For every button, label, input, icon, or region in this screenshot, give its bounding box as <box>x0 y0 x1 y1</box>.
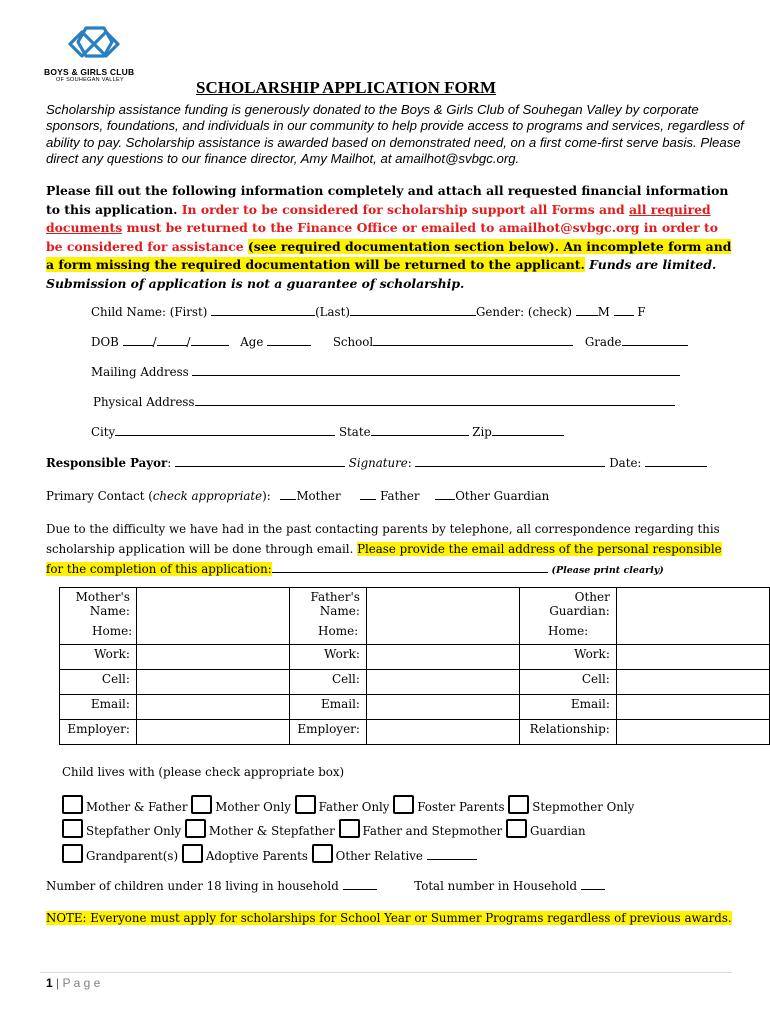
mother-work-field[interactable] <box>136 645 289 670</box>
gender-m-label: M <box>597 305 610 319</box>
instructions-part6: Funds are limited. Submission of application is not a guarantee of scholarship. <box>46 257 717 291</box>
checkbox[interactable] <box>182 844 203 863</box>
mother-home-label: Home: <box>92 624 133 638</box>
mailing-field[interactable] <box>192 364 680 376</box>
instructions-part1: Please fill out the following information completely and attach all requested financial information to this application. <box>46 183 729 217</box>
mother-email-field[interactable] <box>136 695 289 720</box>
father-cell-field[interactable] <box>366 670 519 695</box>
instructions-part5: (see required documentation section below). An incomplete form and a form missing the required documentation will be returned to the applicant. <box>46 238 732 272</box>
father-employer-field[interactable] <box>366 720 519 745</box>
guardian-relationship-label: Relationship: <box>520 720 617 745</box>
child-first-field[interactable] <box>211 304 315 316</box>
father-name-label: Father's Name: <box>290 588 367 645</box>
gender-f-label: F <box>637 305 646 319</box>
guardian-cell-field[interactable] <box>616 670 769 695</box>
father-home-label: Home: <box>318 624 359 638</box>
dob-sep-2: / <box>186 335 191 349</box>
father-employer-label: Employer: <box>290 720 367 745</box>
age-label: Age <box>240 335 264 349</box>
physical-field[interactable] <box>195 394 675 406</box>
option-label: Mother Only <box>215 800 291 814</box>
father-work-label: Work: <box>290 645 367 670</box>
instructions-part4: must be returned to the Finance Office or emailed to amailhot@svbgc.org in order to be considered for assistance <box>46 220 718 254</box>
total-household-field[interactable] <box>581 878 605 890</box>
checkbox[interactable] <box>393 795 414 814</box>
print-clearly-note: (Please print clearly) <box>551 565 664 576</box>
grade-field[interactable] <box>622 334 688 346</box>
responsible-email-field[interactable] <box>272 561 548 573</box>
school-field[interactable] <box>373 334 573 346</box>
checkbox[interactable] <box>508 795 529 814</box>
father-work-field[interactable] <box>366 645 519 670</box>
instructions-part2: In order to be considered for scholarship support all Forms and <box>181 201 625 217</box>
guardian-email-label: Email: <box>520 695 617 720</box>
guardian-work-field[interactable] <box>616 645 769 670</box>
email-note-text2: Please provide the email address of the personal responsible for the completion of this application: <box>46 542 722 576</box>
gender-m-field[interactable] <box>576 304 598 316</box>
option-label: Father and Stepmother <box>362 824 503 838</box>
page-number: 1 <box>46 976 53 990</box>
page-word: P a g e <box>62 976 101 990</box>
mother-email-label: Email: <box>60 695 137 720</box>
dob-row <box>91 334 688 349</box>
email-note <box>46 519 736 581</box>
checkbox[interactable] <box>339 819 360 838</box>
option-label: Other Relative <box>335 849 423 863</box>
child-first-label: Child Name: (First) <box>91 305 208 319</box>
primary-contact-label: Primary Contact ( <box>46 489 153 503</box>
checkbox[interactable] <box>312 844 333 863</box>
contacts-table <box>59 587 770 745</box>
check-appropriate-label: check appropriate <box>152 489 263 503</box>
gender-f-field[interactable] <box>614 304 634 316</box>
option-label: Grandparent(s) <box>86 849 179 863</box>
guardian-name-field[interactable] <box>616 588 769 645</box>
date-label: Date: <box>609 456 642 470</box>
checkbox[interactable] <box>506 819 527 838</box>
boys-girls-club-logo-icon <box>64 24 124 68</box>
school-label: School <box>332 335 374 349</box>
option-label: Stepmother Only <box>532 800 635 814</box>
lives-with-row-1 <box>62 795 634 814</box>
city-field[interactable] <box>115 424 335 436</box>
state-label: State <box>338 425 371 439</box>
mother-work-label: Work: <box>60 645 137 670</box>
checkbox[interactable] <box>62 795 83 814</box>
state-field[interactable] <box>371 424 469 436</box>
payor-row: Responsible Payor: Signature: Date: <box>46 455 707 470</box>
father-option: Father <box>380 489 420 503</box>
checkbox[interactable] <box>62 844 83 863</box>
children-count-label: Number of children under 18 living in household <box>46 879 339 893</box>
mother-option: Mother <box>296 489 341 503</box>
guardian-email-field[interactable] <box>616 695 769 720</box>
guardian-work-label: Work: <box>520 645 617 670</box>
page-title: SCHOLARSHIP APPLICATION FORM <box>196 78 497 97</box>
guardian-home-label: Home: <box>548 624 589 638</box>
signature-label: Signature <box>348 456 408 470</box>
household-row <box>46 878 605 893</box>
lives-with-row-3 <box>62 844 477 863</box>
checkbox[interactable] <box>62 819 83 838</box>
option-label: Mother & Father <box>86 800 188 814</box>
instructions-part3: all required documents <box>46 201 711 235</box>
signature-field[interactable] <box>415 455 605 467</box>
option-label: Guardian <box>529 824 586 838</box>
option-label: Father Only <box>318 800 390 814</box>
logo-subtitle: OF SOUHEGAN VALLEY <box>56 77 124 83</box>
logo <box>44 24 144 82</box>
other-guardian-check-field[interactable] <box>435 488 455 500</box>
child-last-label: (Last) <box>315 305 350 319</box>
option-label: Foster Parents <box>417 800 505 814</box>
grade-label: Grade <box>584 335 622 349</box>
father-cell-label: Cell: <box>290 670 367 695</box>
other-guardian-option: Other Guardian <box>455 489 550 503</box>
zip-label: Zip <box>472 425 492 439</box>
checkbox[interactable] <box>185 819 206 838</box>
dob-month-field[interactable] <box>123 334 153 346</box>
zip-field[interactable] <box>492 424 564 436</box>
child-last-field[interactable] <box>350 304 476 316</box>
father-check-field[interactable] <box>360 488 376 500</box>
table-row <box>60 645 770 670</box>
child-name-row <box>91 304 646 319</box>
lives-with-label: Child lives with (please check appropriate box) <box>62 765 345 779</box>
mother-check-field[interactable] <box>280 488 296 500</box>
father-email-field[interactable] <box>366 695 519 720</box>
checkbox[interactable] <box>295 795 316 814</box>
physical-row <box>93 394 675 409</box>
date-field[interactable] <box>645 455 707 467</box>
checkbox[interactable] <box>191 795 212 814</box>
mother-employer-field[interactable] <box>136 720 289 745</box>
dob-sep-1: / <box>152 335 157 349</box>
age-field[interactable] <box>267 334 311 346</box>
mother-cell-label: Cell: <box>60 670 137 695</box>
logo-name: BOYS & GIRLS CLUB <box>44 67 135 77</box>
mother-employer-label: Employer: <box>60 720 137 745</box>
lives-with-row-2 <box>62 819 586 838</box>
mother-cell-field[interactable] <box>136 670 289 695</box>
primary-contact-end: ): <box>262 489 271 503</box>
table-row <box>60 670 770 695</box>
option-label: Mother & Stepfather <box>208 824 335 838</box>
physical-label: Physical Address <box>93 395 195 409</box>
other-relative-field[interactable] <box>427 848 477 860</box>
mailing-row <box>91 364 680 379</box>
payor-field[interactable] <box>175 455 345 467</box>
dob-label: DOB <box>91 335 119 349</box>
payor-label: Responsible Payor <box>46 456 168 470</box>
father-name-field[interactable] <box>366 588 519 645</box>
city-label: City <box>91 425 116 439</box>
table-row <box>60 588 770 645</box>
city-row <box>91 424 564 439</box>
footer-separator: | <box>56 976 60 990</box>
note-banner: NOTE: Everyone must apply for scholarships for School Year or Summer Programs regardless of previous awards. <box>46 911 732 925</box>
gender-label: Gender: (check) <box>475 305 572 319</box>
email-note-text1: Due to the difficulty we have had in the past contacting parents by telephone, all correspondence regarding this scholarship application will be done through email. <box>46 522 720 556</box>
instructions-paragraph <box>46 182 736 293</box>
primary-contact-row <box>46 488 549 503</box>
children-count-field[interactable] <box>343 878 377 890</box>
guardian-cell-label: Cell: <box>520 670 617 695</box>
father-email-label: Email: <box>290 695 367 720</box>
footer-divider <box>40 972 732 973</box>
guardian-name-label: Other Guardian: <box>520 588 617 645</box>
mailing-label: Mailing Address <box>91 365 189 379</box>
option-label: Stepfather Only <box>86 824 182 838</box>
table-row <box>60 720 770 745</box>
table-row <box>60 695 770 720</box>
option-label: Adoptive Parents <box>205 849 308 863</box>
mother-name-label: Mother's Name: <box>60 588 137 645</box>
mother-name-field[interactable] <box>136 588 289 645</box>
total-household-label: Total number in Household <box>414 879 578 893</box>
dob-day-field[interactable] <box>157 334 187 346</box>
page-footer <box>46 976 100 990</box>
intro-paragraph: Scholarship assistance funding is generously donated to the Boys & Girls Club of Souhegan Valley by corporate sponsors, foundations, and individuals in our community to help provide access to programs and services, regardless of ability to pay. Scholarship assistance is awarded based on demonstrated need, on a first come-first serve basis. Please direct any questions to our finance director, Amy Mailhot, at amailhot@svbgc.org. <box>46 102 744 166</box>
dob-year-field[interactable] <box>191 334 229 346</box>
guardian-relationship-field[interactable] <box>616 720 769 745</box>
